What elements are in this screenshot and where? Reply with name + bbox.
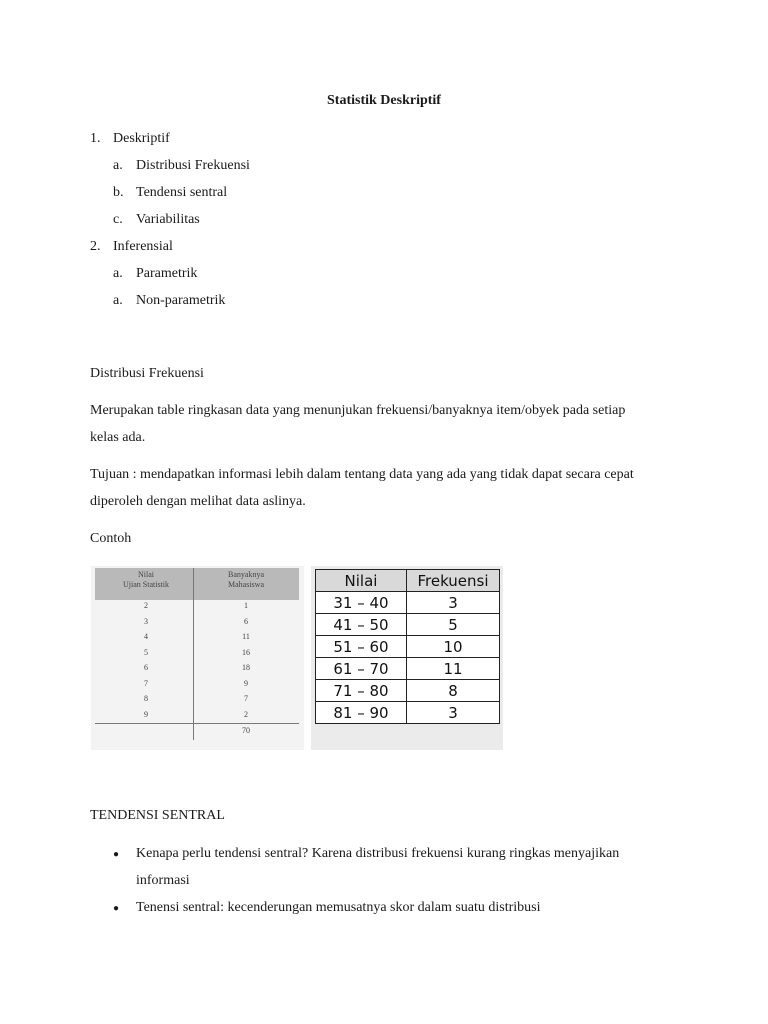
section-heading-tendensi: TENDENSI SENTRAL <box>90 808 225 823</box>
table1-total: 70 <box>242 726 250 735</box>
table2-row <box>316 658 500 680</box>
sub-item-marker: c. <box>113 212 123 227</box>
paragraph-purpose-line-1: Tujuan : mendapatkan informasi lebih dalam tentang data yang ada yang tidak dapat secara cepat <box>90 467 634 482</box>
table1-cell-banyaknya: 6 <box>244 616 248 626</box>
table1-total-divider <box>95 723 299 724</box>
table1-cell-banyaknya: 11 <box>242 632 250 641</box>
table2-header-row <box>316 570 500 592</box>
bullet-icon: ● <box>113 903 120 914</box>
table2-row <box>316 636 500 658</box>
outline-number: 1. <box>90 131 101 146</box>
outline-number: 2. <box>90 239 101 254</box>
table1-cell-banyaknya: 9 <box>244 678 248 688</box>
sub-item-label: Variabilitas <box>136 212 200 227</box>
example-table-image-2 <box>311 566 503 750</box>
bullet-icon: ● <box>113 849 120 860</box>
paragraph-definition-line-2: kelas ada. <box>90 430 146 445</box>
section-heading-distribusi: Distribusi Frekuensi <box>90 366 204 381</box>
table1-cell-banyaknya: 18 <box>242 663 250 672</box>
table2-cell-nilai: 61 – 70 <box>316 658 407 680</box>
table2-cell-frekuensi: 10 <box>407 636 500 658</box>
table2-cell-frekuensi: 5 <box>407 614 500 636</box>
table2-row <box>316 592 500 614</box>
outline-item-1 <box>90 131 101 147</box>
table2-cell-frekuensi: 11 <box>407 658 500 680</box>
sub-item-marker: a. <box>113 266 123 281</box>
table2-cell-nilai: 71 – 80 <box>316 680 407 702</box>
table1-cell-nilai: 9 <box>144 709 148 719</box>
sub-item-label: Non-parametrik <box>136 293 226 308</box>
table2-row <box>316 614 500 636</box>
table1-cell-nilai: 2 <box>144 601 148 610</box>
table1-column-divider <box>193 568 194 740</box>
table1-cell-banyaknya: 2 <box>244 709 248 719</box>
table2-row <box>316 702 500 724</box>
outline-item-1-label: Deskriptif <box>113 131 170 146</box>
paragraph-purpose-line-2: diperoleh dengan melihat data aslinya. <box>90 494 306 509</box>
table1-cell-nilai: 5 <box>144 647 148 657</box>
table2-cell-frekuensi: 3 <box>407 592 500 614</box>
outline-item-2 <box>90 239 101 255</box>
sub-item-label: Parametrik <box>136 266 198 281</box>
outline-item-2-label: Inferensial <box>113 239 173 254</box>
bullet-2-line-1: Tenensi sentral: kecenderungan memusatnya skor dalam suatu distribusi <box>136 900 541 915</box>
table2-cell-nilai: 31 – 40 <box>316 592 407 614</box>
example-table-image-1 <box>91 566 304 750</box>
table1-cell-banyaknya: 1 <box>244 601 248 610</box>
table1-cell-banyaknya: 7 <box>244 694 248 703</box>
table2-cell-frekuensi: 8 <box>407 680 500 702</box>
table1-cell-nilai: 4 <box>144 632 148 641</box>
bullet-1-line-2: informasi <box>136 873 190 888</box>
table2-header-frekuensi: Frekuensi <box>407 570 500 592</box>
example-label: Contoh <box>90 531 132 546</box>
table1-cell-nilai: 6 <box>144 663 148 672</box>
sub-item-marker: a. <box>113 158 123 173</box>
table2-cell-nilai: 41 – 50 <box>316 614 407 636</box>
bullet-1-line-1: Kenapa perlu tendensi sentral? Karena distribusi frekuensi kurang ringkas menyajikan <box>136 846 620 861</box>
sub-item-marker: a. <box>113 293 123 308</box>
sub-item-label: Distribusi Frekuensi <box>136 158 250 173</box>
table1-cell-banyaknya: 16 <box>242 647 250 657</box>
table1-cell-nilai: 3 <box>144 616 148 626</box>
paragraph-definition-line-1: Merupakan table ringkasan data yang menunjukan frekuensi/banyaknya item/obyek pada setiap <box>90 403 626 418</box>
sub-item-marker: b. <box>113 185 124 200</box>
page-title: Statistik Deskriptif <box>327 93 441 108</box>
sub-item-label: Tendensi sentral <box>136 185 228 200</box>
table2 <box>315 569 500 724</box>
table1-cell-nilai: 7 <box>144 678 148 688</box>
table2-cell-frekuensi: 3 <box>407 702 500 724</box>
table2-header-nilai: Nilai <box>316 570 407 592</box>
table1-cell-nilai: 8 <box>144 694 148 703</box>
table2-row <box>316 680 500 702</box>
table1-header-banyaknya: Banyaknya Mahasiswa <box>228 570 264 589</box>
table2-cell-nilai: 51 – 60 <box>316 636 407 658</box>
table1-header-nilai: Nilai Ujian Statistik <box>123 570 169 589</box>
table2-cell-nilai: 81 – 90 <box>316 702 407 724</box>
